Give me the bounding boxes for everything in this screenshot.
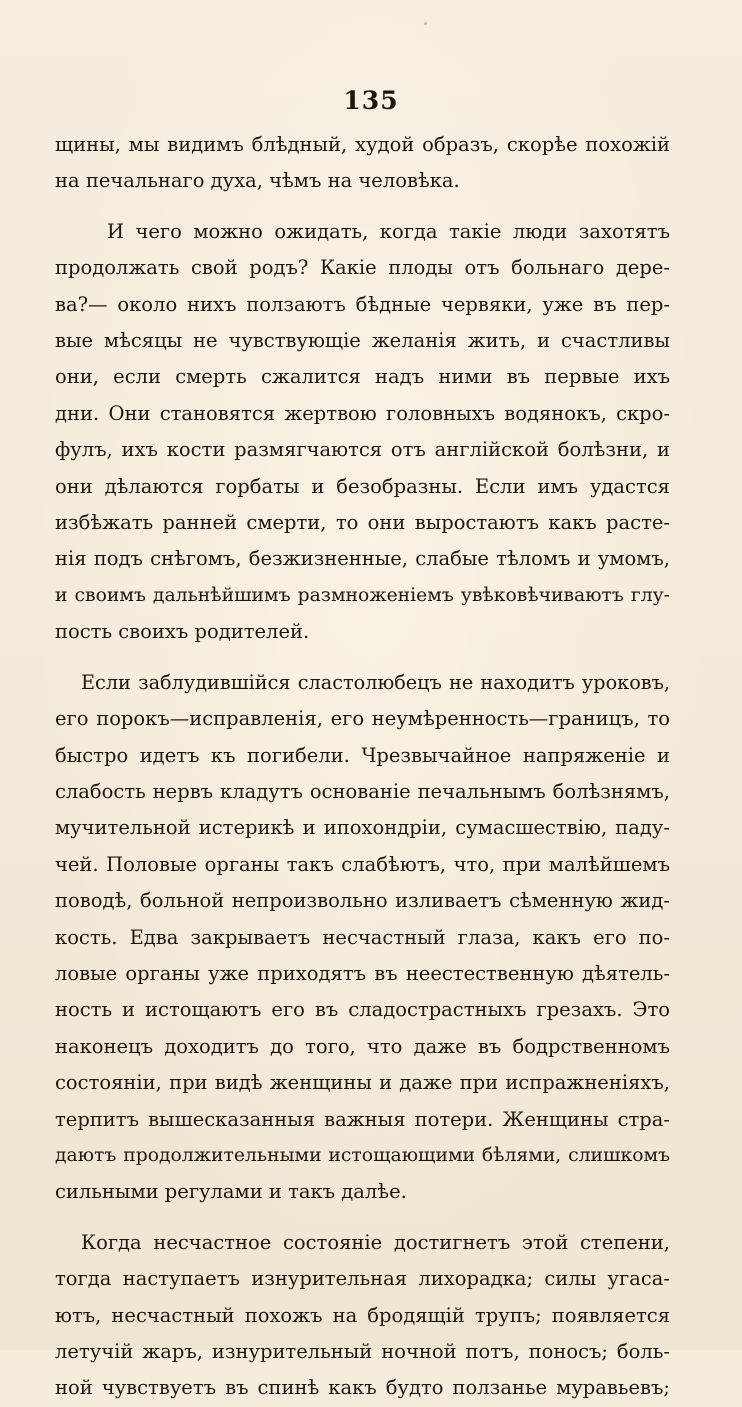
page-number: 135	[343, 86, 399, 115]
text-line: поводѣ, больной непроизвольно изливаетъ сѣменную жид-	[55, 889, 670, 913]
text-line: чей. Половые органы такъ слабѣютъ, что, при малѣйшемъ	[55, 852, 670, 876]
text-line: мучительной истерикѣ и ипохондріи, сумасшествію, паду-	[55, 816, 670, 840]
text-line: Когда несчастное состояніе достигнетъ этой степени,	[81, 1230, 670, 1254]
text-line: даютъ продолжительными истощающими бѣлями, слишкомъ	[55, 1144, 670, 1166]
text-line: ной чувствуетъ въ спинѣ какъ будто ползанье муравьевъ;	[55, 1376, 670, 1400]
text-line: терпитъ вышесказанныя важныя потери. Женщины стра-	[55, 1107, 670, 1131]
text-line: на печальнаго духа, чѣмъ на человѣка.	[55, 169, 460, 193]
paragraph-3	[55, 665, 670, 1211]
page-body-text	[55, 127, 670, 1407]
text-line: ность и истощаютъ его въ сладострастныхъ грезахъ. Это	[55, 998, 670, 1022]
paragraph-4	[55, 1225, 670, 1407]
text-line: тогда наступаетъ изнурительная лихорадка; силы угаса-	[55, 1267, 670, 1291]
text-line: И чего можно ожидать, когда такіе люди захотятъ	[107, 219, 670, 243]
paper-speck	[424, 22, 427, 25]
text-line: продолжать свой родъ? Какіе плоды отъ больнаго дере-	[55, 256, 670, 280]
text-line: они дѣлаются горбаты и безобразны. Если имъ удастся	[55, 474, 670, 498]
text-line: избѣжать ранней смерти, то они выростаютъ какъ расте-	[55, 511, 670, 535]
paragraph-1	[55, 127, 670, 200]
text-line: слабость нервъ кладутъ основаніе печальнымъ болѣзнямъ,	[55, 779, 670, 803]
text-line: щины, мы видимъ блѣдный, худой образъ, скорѣе похожій	[55, 133, 670, 156]
text-line: дни. Они становятся жертвою головныхъ водянокъ, скро-	[55, 401, 670, 425]
text-line: сильными регулами и такъ далѣе.	[55, 1180, 407, 1204]
text-line: ютъ, несчастный похожъ на бродящій трупъ; появляется	[55, 1303, 670, 1327]
text-line: Если заблудившійся сластолюбецъ не находитъ уроковъ,	[81, 670, 670, 694]
text-line: состояніи, при видѣ женщины и даже при испражненіяхъ,	[55, 1071, 670, 1095]
text-line: быстро идетъ къ погибели. Чрезвычайное напряженіе и	[55, 743, 670, 767]
text-line: пость своихъ родителей.	[55, 620, 310, 644]
text-line: и своимъ дальнѣйшимъ размноженіемъ увѣковѣчиваютъ глу-	[55, 584, 670, 606]
text-line: наконецъ доходитъ до того, что даже въ бодрственномъ	[55, 1034, 670, 1058]
text-line: фулъ, ихъ кости размягчаются отъ англійской болѣзни, и	[55, 438, 670, 462]
text-line: ловые органы уже приходятъ въ неестественную дѣятель-	[55, 961, 670, 985]
text-line: вые мѣсяцы не чувствующіе желанія жить, и счастливы	[55, 329, 670, 353]
text-line: его порокъ—исправленія, его неумѣренность—границъ, то	[55, 707, 670, 731]
paragraph-2	[55, 214, 670, 651]
text-line: они, если смерть сжалится надъ ними въ первые ихъ	[55, 365, 670, 389]
text-line: ва?— около нихъ ползаютъ бѣдные червяки, уже въ пер-	[55, 292, 670, 316]
text-line: летучій жаръ, изнурительный ночной потъ, поносъ; боль-	[55, 1340, 670, 1363]
text-line: нія подъ снѣгомъ, безжизненные, слабые тѣломъ и умомъ,	[55, 547, 670, 571]
text-line: кость. Едва закрываетъ несчастный глаза, какъ его по-	[55, 925, 670, 949]
